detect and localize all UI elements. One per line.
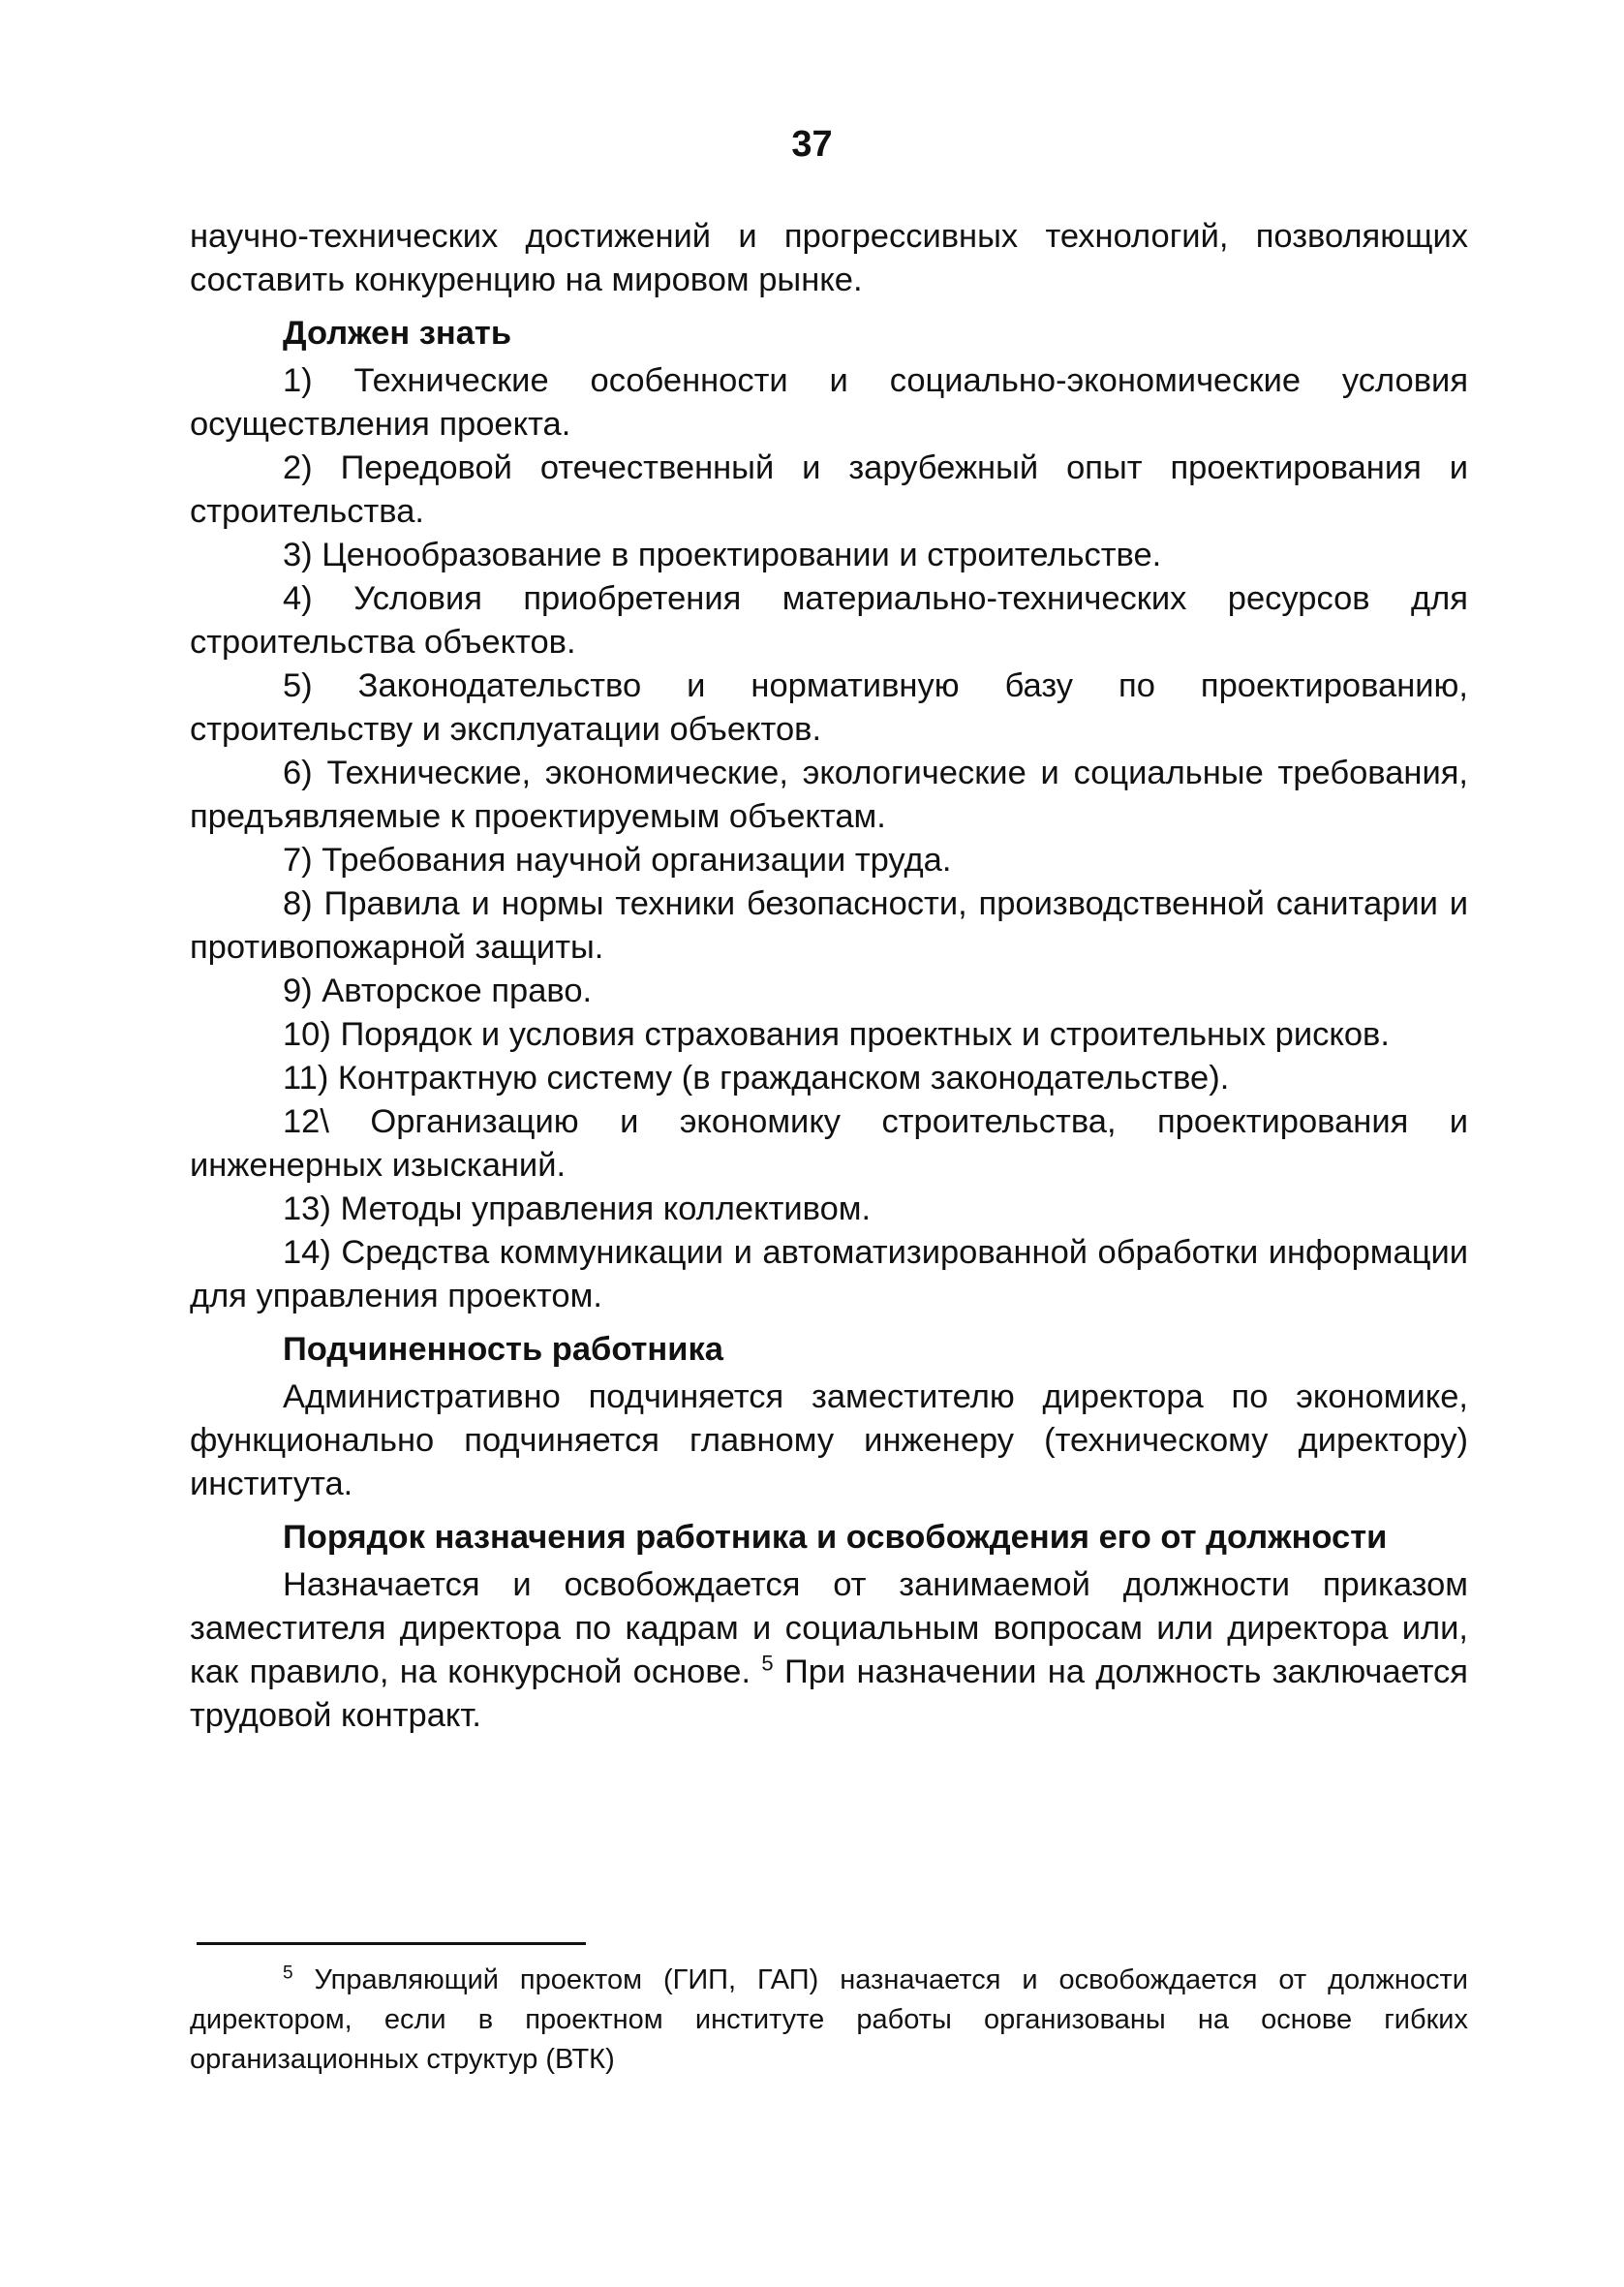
page-number: 37 [791,124,833,165]
appointment-text: Назначается и освобождается от занимаемой должности приказом заместителя директора по кадрам и социальным вопросам или директора или, как правило, на конкурсной основе. [190,1566,1468,1690]
body-text [190,215,1468,1738]
paragraph-appointment [190,1563,1468,1738]
list-item: 8) Правила и нормы техники безопасности, производственной санитарии и противопожарной защиты. [190,885,1468,966]
list-item: 7) Требования научной организации труда. [283,842,952,879]
footnote-text: Управляющий проектом (ГИП, ГАП) назначается и освобождается от должности директором, если в проектном институте работы организованы на основе гибких организационных структур (ВТК) [190,1964,1468,2075]
list-item: 3) Ценообразование в проектировании и строительстве. [283,537,1162,573]
list-item: 11) Контрактную систему (в гражданском законодательстве). [283,1060,1230,1097]
list-item: 6) Технические, экономические, экологические и социальные требования, предъявляемые к проектируемым объектам. [190,755,1468,835]
paragraph-subordination: Административно подчиняется заместителю директора по экономике, функционально подчиняется главному инженеру (техническому директору) института. [190,1378,1468,1502]
list-item: 4) Условия приобретения материально-технических ресурсов для строительства объектов. [190,580,1468,661]
list-item: 12\ Организацию и экономику строительства, проектирования и инженерных изысканий. [190,1103,1468,1184]
footnote-marker: 5 [283,1962,293,1984]
list-item: 14) Средства коммуникации и автоматизированной обработки информации для управления проектом. [190,1234,1468,1314]
heading-must-know: Должен знать [283,315,512,352]
list-item: 13) Методы управления коллективом. [283,1190,872,1227]
footnote-reference: 5 [761,1651,774,1676]
appointment-text-continued: При назначении на должность заключается трудовой контракт. [190,1653,1468,1734]
list-item: 1) Технические особенности и социально-экономические условия осуществления проекта. [190,362,1468,443]
heading-appointment: Порядок назначения работника и освобождения его от должности [283,1519,1388,1556]
list-item: 9) Авторское право. [283,973,593,1009]
heading-subordination: Подчиненность работника [283,1331,723,1368]
footnote-separator [197,1942,586,1945]
paragraph-continuation: научно-технических достижений и прогрессивных технологий, позволяющих составить конкуренцию на мировом рынке. [190,218,1468,298]
footnote [190,1961,1468,2080]
list-item: 2) Передовой отечественный и зарубежный опыт проектирования и строительства. [190,449,1468,530]
list-item: 5) Законодательство и нормативную базу по проектированию, строительству и эксплуатации объектов. [190,667,1468,748]
list-item: 10) Порядок и условия страхования проектных и строительных рисков. [283,1016,1390,1053]
